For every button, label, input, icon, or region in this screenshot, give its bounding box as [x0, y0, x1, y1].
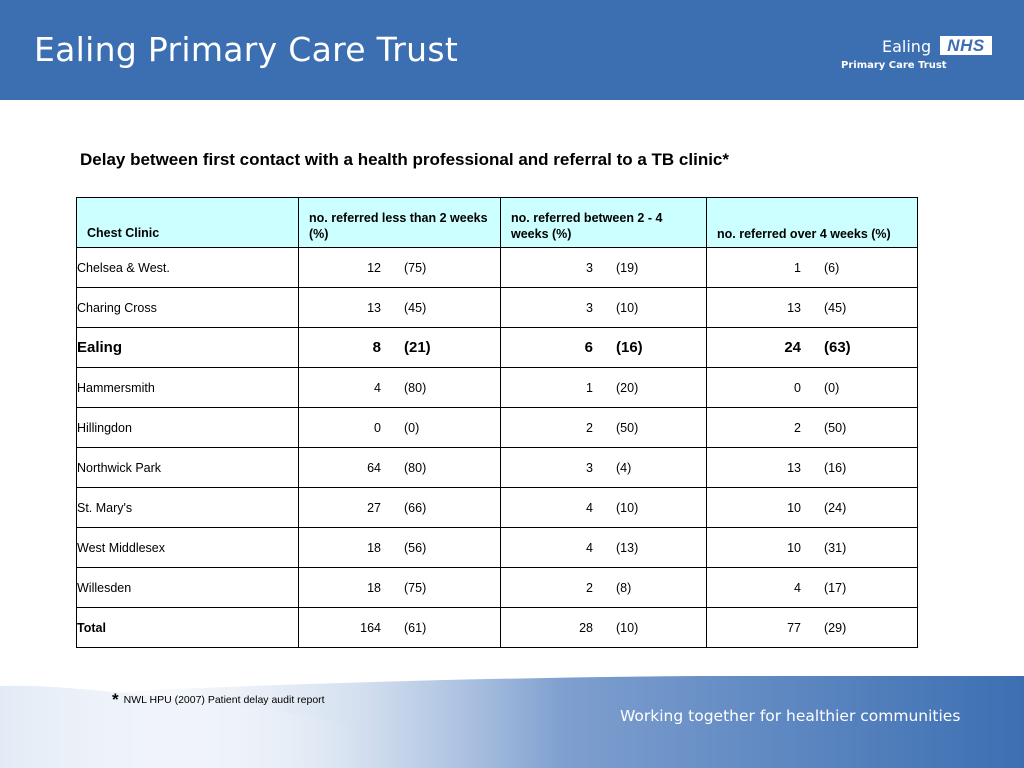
table-row: [77, 288, 918, 328]
slide-title: Delay between first contact with a health professional and referral to a TB clinic*: [80, 150, 729, 169]
count-value: 1: [794, 260, 801, 275]
count-cell: [501, 328, 707, 368]
percent-value: (75): [404, 260, 427, 275]
clinic-name: Hillingdon: [77, 408, 299, 448]
table-row: [77, 528, 918, 568]
count-cell: [501, 288, 707, 328]
percent-value: (50): [824, 420, 847, 435]
percent-value: (80): [404, 460, 427, 475]
clinic-name: Ealing: [77, 328, 299, 368]
count-cell: [299, 408, 501, 448]
count-value: 64: [367, 460, 381, 475]
percent-value: (45): [404, 300, 427, 315]
percent-value: (0): [404, 420, 420, 435]
count-value: 4: [586, 500, 593, 515]
count-cell: [299, 568, 501, 608]
count-cell: [501, 528, 707, 568]
clinic-name: Charing Cross: [77, 288, 299, 328]
count-cell: [501, 368, 707, 408]
percent-value: (17): [824, 580, 847, 595]
table-row: [77, 608, 918, 648]
count-cell: [299, 368, 501, 408]
count-cell: [299, 328, 501, 368]
footnote: [112, 690, 325, 710]
count-cell: [707, 568, 918, 608]
header-2-to-4-weeks: no. referred between 2 - 4 weeks (%): [501, 198, 707, 248]
header-over-4-weeks: no. referred over 4 weeks (%): [707, 198, 918, 248]
percent-value: (4): [616, 460, 632, 475]
count-cell: [707, 488, 918, 528]
count-value: 27: [367, 500, 381, 515]
header-banner: [0, 0, 1024, 100]
clinic-name: Hammersmith: [77, 368, 299, 408]
table-row: [77, 368, 918, 408]
count-value: 3: [586, 460, 593, 475]
count-cell: [299, 448, 501, 488]
header-title: Ealing Primary Care Trust: [34, 30, 459, 69]
percent-value: (80): [404, 380, 427, 395]
tagline: Working together for healthier communities: [620, 707, 961, 725]
count-cell: [707, 328, 918, 368]
percent-value: (10): [616, 620, 639, 635]
percent-value: (20): [616, 380, 639, 395]
table-row: [77, 568, 918, 608]
count-value: 4: [794, 580, 801, 595]
table-row: [77, 448, 918, 488]
count-value: 10: [787, 500, 801, 515]
count-value: 13: [787, 460, 801, 475]
count-value: 2: [586, 420, 593, 435]
count-cell: [501, 568, 707, 608]
percent-value: (24): [824, 500, 847, 515]
percent-value: (31): [824, 540, 847, 555]
count-value: 13: [787, 300, 801, 315]
count-cell: [501, 488, 707, 528]
percent-value: (0): [824, 380, 840, 395]
table-body: [77, 248, 918, 648]
count-cell: [299, 608, 501, 648]
percent-value: (45): [824, 300, 847, 315]
percent-value: (6): [824, 260, 840, 275]
percent-value: (56): [404, 540, 427, 555]
percent-value: (66): [404, 500, 427, 515]
nhs-logo: NHS: [940, 36, 992, 55]
count-cell: [707, 448, 918, 488]
count-cell: [707, 288, 918, 328]
count-value: 6: [584, 339, 593, 356]
clinic-name: St. Mary's: [77, 488, 299, 528]
percent-value: (13): [616, 540, 639, 555]
header-chest-clinic: Chest Clinic: [77, 198, 299, 248]
table-header-row: [77, 198, 918, 248]
count-cell: [707, 528, 918, 568]
percent-value: (75): [404, 580, 427, 595]
count-value: 0: [374, 420, 381, 435]
percent-value: (21): [404, 339, 431, 356]
count-cell: [501, 448, 707, 488]
percent-value: (29): [824, 620, 847, 635]
count-cell: [299, 488, 501, 528]
count-value: 18: [367, 540, 381, 555]
count-value: 3: [586, 300, 593, 315]
count-value: 2: [794, 420, 801, 435]
count-value: 1: [586, 380, 593, 395]
table-row: [77, 408, 918, 448]
count-cell: [501, 408, 707, 448]
logo-subtitle: Primary Care Trust: [841, 60, 947, 71]
count-cell: [707, 408, 918, 448]
count-cell: [707, 368, 918, 408]
count-cell: [299, 288, 501, 328]
count-value: 77: [787, 620, 801, 635]
count-cell: [707, 248, 918, 288]
footnote-text: NWL HPU (2007) Patient delay audit report: [123, 694, 325, 706]
logo-ealing-text: Ealing: [882, 37, 932, 56]
count-value: 8: [372, 339, 381, 356]
percent-value: (63): [824, 339, 851, 356]
count-value: 13: [367, 300, 381, 315]
percent-value: (19): [616, 260, 639, 275]
count-value: 10: [787, 540, 801, 555]
referral-table: [76, 197, 918, 648]
count-value: 28: [579, 620, 593, 635]
count-value: 4: [586, 540, 593, 555]
count-cell: [299, 528, 501, 568]
count-cell: [501, 608, 707, 648]
percent-value: (61): [404, 620, 427, 635]
table-row: [77, 328, 918, 368]
count-value: 12: [367, 260, 381, 275]
clinic-name: Chelsea & West.: [77, 248, 299, 288]
percent-value: (16): [824, 460, 847, 475]
percent-value: (8): [616, 580, 632, 595]
count-value: 24: [784, 339, 801, 356]
table-row: [77, 248, 918, 288]
count-cell: [299, 248, 501, 288]
clinic-name: Total: [77, 608, 299, 648]
header-less-than-2-weeks: no. referred less than 2 weeks (%): [299, 198, 501, 248]
count-value: 4: [374, 380, 381, 395]
table-row: [77, 488, 918, 528]
percent-value: (50): [616, 420, 639, 435]
count-value: 164: [360, 620, 381, 635]
count-cell: [707, 608, 918, 648]
percent-value: (10): [616, 500, 639, 515]
count-value: 3: [586, 260, 593, 275]
percent-value: (16): [616, 339, 643, 356]
count-value: 0: [794, 380, 801, 395]
count-value: 18: [367, 580, 381, 595]
percent-value: (10): [616, 300, 639, 315]
footnote-marker: *: [112, 690, 119, 709]
clinic-name: Northwick Park: [77, 448, 299, 488]
count-value: 2: [586, 580, 593, 595]
clinic-name: West Middlesex: [77, 528, 299, 568]
count-cell: [501, 248, 707, 288]
clinic-name: Willesden: [77, 568, 299, 608]
